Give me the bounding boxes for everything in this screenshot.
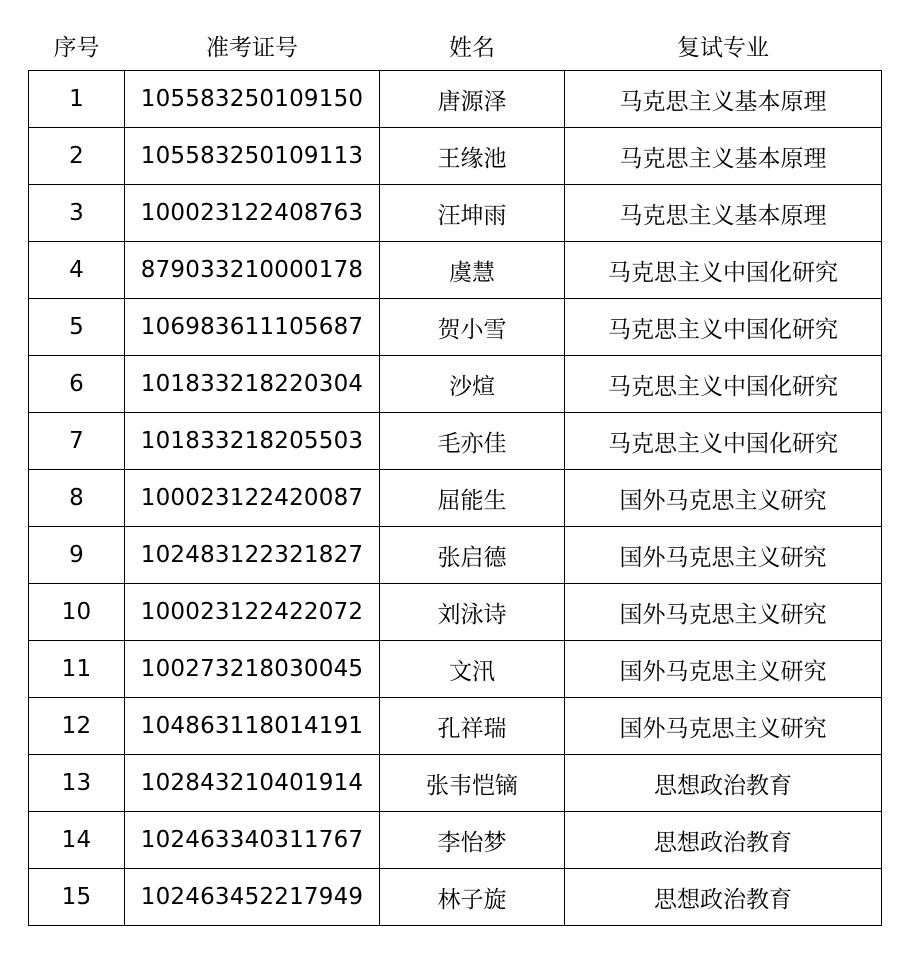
header-exam-id: 准考证号 — [206, 34, 298, 61]
cell-index: 4 — [29, 242, 125, 299]
cell-major: 马克思主义基本原理 — [565, 185, 882, 242]
cell-index: 15 — [29, 869, 125, 926]
cell-index: 9 — [29, 527, 125, 584]
cell-exam-id: 101833218205503 — [125, 413, 380, 470]
cell-major: 马克思主义基本原理 — [565, 128, 882, 185]
table-row — [29, 641, 882, 698]
cell-exam-id: 105583250109150 — [125, 71, 380, 128]
cell-index: 8 — [29, 470, 125, 527]
cell-major: 马克思主义中国化研究 — [565, 242, 882, 299]
table-row — [29, 299, 882, 356]
cell-index: 13 — [29, 755, 125, 812]
cell-name: 虞慧 — [380, 242, 565, 299]
table-row — [29, 413, 882, 470]
cell-index: 2 — [29, 128, 125, 185]
cell-major: 思想政治教育 — [565, 869, 882, 926]
cell-exam-id: 100023122420087 — [125, 470, 380, 527]
cell-name: 王缘池 — [380, 128, 565, 185]
cell-major: 思想政治教育 — [565, 755, 882, 812]
cell-major: 马克思主义基本原理 — [565, 71, 882, 128]
table-row — [29, 71, 882, 128]
header-row — [29, 20, 882, 71]
cell-name: 屈能生 — [380, 470, 565, 527]
cell-name: 文汛 — [380, 641, 565, 698]
table-row — [29, 527, 882, 584]
cell-major: 马克思主义中国化研究 — [565, 299, 882, 356]
cell-major: 马克思主义中国化研究 — [565, 413, 882, 470]
table-row — [29, 470, 882, 527]
cell-exam-id: 104863118014191 — [125, 698, 380, 755]
cell-exam-id: 102463340311767 — [125, 812, 380, 869]
cell-index: 3 — [29, 185, 125, 242]
cell-name: 汪坤雨 — [380, 185, 565, 242]
cell-exam-id: 100023122408763 — [125, 185, 380, 242]
cell-name: 林子旋 — [380, 869, 565, 926]
cell-index: 5 — [29, 299, 125, 356]
cell-exam-id: 100273218030045 — [125, 641, 380, 698]
cell-exam-id: 101833218220304 — [125, 356, 380, 413]
cell-exam-id: 102843210401914 — [125, 755, 380, 812]
cell-index: 12 — [29, 698, 125, 755]
cell-name: 刘泳诗 — [380, 584, 565, 641]
header-index: 序号 — [53, 34, 100, 61]
cell-exam-id: 105583250109113 — [125, 128, 380, 185]
cell-name: 沙煊 — [380, 356, 565, 413]
table-body — [29, 71, 882, 926]
cell-index: 7 — [29, 413, 125, 470]
header-major: 复试专业 — [677, 34, 769, 61]
cell-exam-id: 106983611105687 — [125, 299, 380, 356]
cell-index: 14 — [29, 812, 125, 869]
cell-name: 毛亦佳 — [380, 413, 565, 470]
table-row — [29, 356, 882, 413]
cell-exam-id: 102483122321827 — [125, 527, 380, 584]
cell-name: 唐源泽 — [380, 71, 565, 128]
cell-exam-id: 100023122422072 — [125, 584, 380, 641]
table-row — [29, 128, 882, 185]
table-row — [29, 869, 882, 926]
cell-name: 张韦恺镝 — [380, 755, 565, 812]
cell-index: 1 — [29, 71, 125, 128]
table-row — [29, 242, 882, 299]
header-name: 姓名 — [449, 34, 495, 61]
cell-name: 贺小雪 — [380, 299, 565, 356]
results-table-container — [28, 20, 881, 926]
table-row — [29, 185, 882, 242]
cell-major: 国外马克思主义研究 — [565, 584, 882, 641]
cell-major: 国外马克思主义研究 — [565, 527, 882, 584]
cell-index: 11 — [29, 641, 125, 698]
cell-exam-id: 102463452217949 — [125, 869, 380, 926]
cell-name: 张启德 — [380, 527, 565, 584]
cell-major: 国外马克思主义研究 — [565, 470, 882, 527]
cell-major: 马克思主义中国化研究 — [565, 356, 882, 413]
cell-index: 10 — [29, 584, 125, 641]
cell-major: 思想政治教育 — [565, 812, 882, 869]
cell-name: 李怡梦 — [380, 812, 565, 869]
results-table — [28, 20, 882, 926]
cell-name: 孔祥瑞 — [380, 698, 565, 755]
table-row — [29, 584, 882, 641]
table-row — [29, 755, 882, 812]
cell-major: 国外马克思主义研究 — [565, 641, 882, 698]
cell-index: 6 — [29, 356, 125, 413]
table-row — [29, 698, 882, 755]
cell-exam-id: 879033210000178 — [125, 242, 380, 299]
cell-major: 国外马克思主义研究 — [565, 698, 882, 755]
table-row — [29, 812, 882, 869]
table-header — [29, 20, 882, 71]
